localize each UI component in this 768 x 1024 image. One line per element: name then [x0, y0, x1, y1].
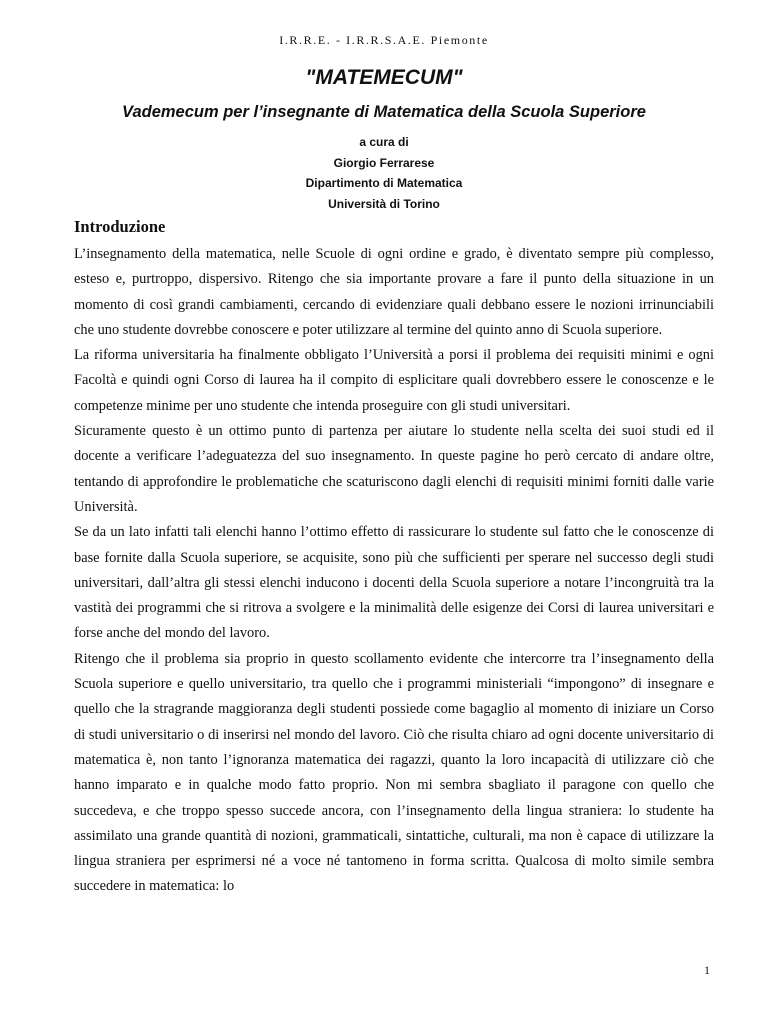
paragraph: L’insegnamento della matematica, nelle Scuole di ogni ordine e grado, è diventato sempre più complesso, esteso e, purtroppo, dispersivo. Ritengo che sia importante provare a fare il punto della situazione in un momento di così grandi cambiamenti, cercando di evidenziare quali debbano essere le nozioni irrinunciabili che uno studente dovrebbe conoscere e poter utilizzare al termine del quinto anno di Scuola superiore. — [74, 246, 714, 338]
paragraph: Ritengo che il problema sia proprio in questo scollamento evidente che intercorre tra l’insegnamento della Scuola superiore e quello universitario, tra quello che i programmi ministeriali “impongono” di insegnare e quello che la stragrande maggioranza degli studenti possiede come bagaglio al momento di iniziare un Corso di studi universitario o di inserirsi nel mondo del lavoro. Ciò che risulta chiaro ad ogni docente universitario di matematica è, non tanto l’ignoranza matematica dei ragazzi, quanto la loro incapacità di utilizzare ciò che hanno imparato e in qualche modo fatto proprio. Non mi sembra sbagliato il paragone con quello che succedeva, e che troppo spesso succede ancora, con l’insegnamento della lingua straniera: lo studente ha assimilato una grande quantità di nozioni, grammaticali, sintattiche, culturali, ma non è capace di utilizzare la lingua straniera per esprimersi né a voce né tantomeno in forma scritta. Qualcosa di molto simile sembra succedere in matematica: lo — [74, 650, 714, 895]
body-text — [74, 242, 714, 900]
credits-edited-by: a cura di — [359, 135, 409, 149]
page-number: 1 — [704, 963, 710, 977]
credits-department: Dipartimento di Matematica — [305, 176, 463, 190]
credits-university: Università di Torino — [328, 196, 440, 211]
paragraph: Se da un lato infatti tali elenchi hanno l’ottimo effetto di rassicurare lo studente sul fatto che le conoscenze di base fornite dalla Scuola superiore, se acquisite, sono più che sufficienti per sperare nel successo degli studi universitari, dall’altra gli stessi elenchi inducono i docenti della Scuola superiore a notare l’incongruità tra la vastità dei programmi che si ritrova a svolgere e la minimalità delle esigenze dei Corsi di laurea universitari e forse anche del mondo del lavoro. — [74, 524, 714, 642]
paragraph: Sicuramente questo è un ottimo punto di partenza per aiutare lo studente nella scelta dei suoi studi ed il docente a verificare l’adeguatezza del suo insegnamento. In queste pagine ho però cercato di andare oltre, tentando di approfondire le problematiche che scaturiscono dagli elenchi di requisiti minimi forniti dalle varie Università. — [74, 423, 714, 515]
credits-block — [0, 132, 768, 214]
running-header: I.R.R.E. - I.R.R.S.A.E. Piemonte — [279, 33, 489, 47]
paragraph: La riforma universitaria ha finalmente obbligato l’Università a porsi il problema dei requisiti minimi e ogni Facoltà e quindi ogni Corso di laurea ha il compito di esplicitare quali dovrebbero essere le conoscenze e le competenze minime per uno studente che intenda proseguire con gli studi universitari. — [74, 347, 714, 414]
document-subtitle: Vademecum per l’insegnante di Matematica della Scuola Superiore — [122, 103, 646, 121]
credits-author: Giorgio Ferrarese — [333, 155, 435, 170]
document-title: "MATEMECUM" — [305, 66, 463, 89]
section-heading: Introduzione — [74, 217, 166, 236]
